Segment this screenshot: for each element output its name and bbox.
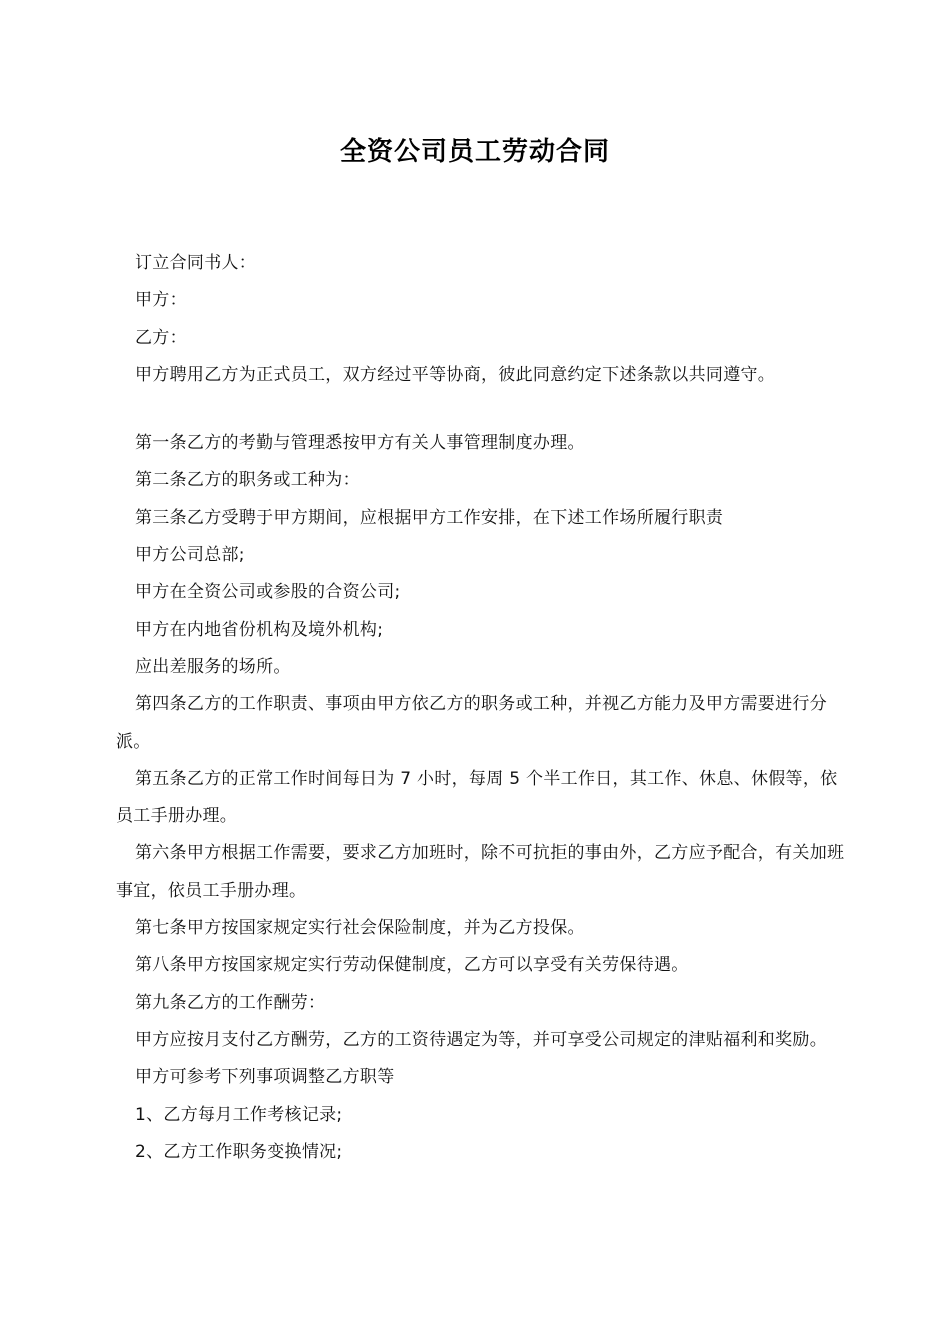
document-title: 全资公司员工劳动合同 <box>339 137 610 167</box>
paragraph-workplace-1: 甲方公司总部; <box>135 545 245 566</box>
paragraph-adjustment: 甲方可参考下列事项调整乙方职等 <box>135 1067 395 1088</box>
paragraph-workplace-3: 甲方在内地省份机构及境外机构; <box>135 619 384 640</box>
paragraph-article-5: 第五条乙方的正常工作时间每日为 7 小时，每周 5 个半工作日，其工作、休息、休假等，依员工手册办理。 <box>116 768 838 827</box>
paragraph-gap <box>116 394 854 425</box>
paragraph-party-a: 甲方： <box>135 290 187 311</box>
paragraph-salary: 甲方应按月支付乙方酬劳，乙方的工资待遇定为等，并可享受公司规定的津贴福利和奖励。 <box>135 1029 827 1050</box>
paragraph-party-b: 乙方： <box>135 327 187 348</box>
paragraph-adjustment-item-2: 2、乙方工作职务变换情况; <box>135 1141 343 1162</box>
paragraph-article-8: 第八条甲方按国家规定实行劳动保健制度，乙方可以享受有关劳保待遇。 <box>135 955 689 976</box>
paragraph-workplace-2: 甲方在全资公司或参股的合资公司; <box>135 582 401 603</box>
paragraph-article-9: 第九条乙方的工作酬劳： <box>135 992 326 1013</box>
paragraph-article-2: 第二条乙方的职务或工种为： <box>135 470 360 491</box>
paragraph-preamble: 甲方聘用乙方为正式员工，双方经过平等协商，彼此同意约定下述条款以共同遵守。 <box>135 364 776 385</box>
paragraph-article-1: 第一条乙方的考勤与管理悉按甲方有关人事管理制度办理。 <box>135 433 585 454</box>
paragraph-article-3: 第三条乙方受聘于甲方期间，应根据甲方工作安排，在下述工作场所履行职责 <box>135 507 724 528</box>
paragraph-article-4: 第四条乙方的工作职责、事项由甲方依乙方的职务或工种，并视乙方能力及甲方需要进行分派。 <box>116 694 827 752</box>
paragraph-article-6: 第六条甲方根据工作需要，要求乙方加班时，除不可抗拒的事由外，乙方应予配合，有关加班事宜，依员工手册办理。 <box>116 843 845 901</box>
paragraph-article-7: 第七条甲方按国家规定实行社会保险制度，并为乙方投保。 <box>135 918 585 939</box>
document-body <box>116 245 854 1171</box>
paragraph-workplace-4: 应出差服务的场所。 <box>135 656 291 677</box>
paragraph-adjustment-item-1: 1、乙方每月工作考核记录; <box>135 1104 343 1125</box>
paragraph-signatories: 订立合同书人： <box>135 253 257 273</box>
